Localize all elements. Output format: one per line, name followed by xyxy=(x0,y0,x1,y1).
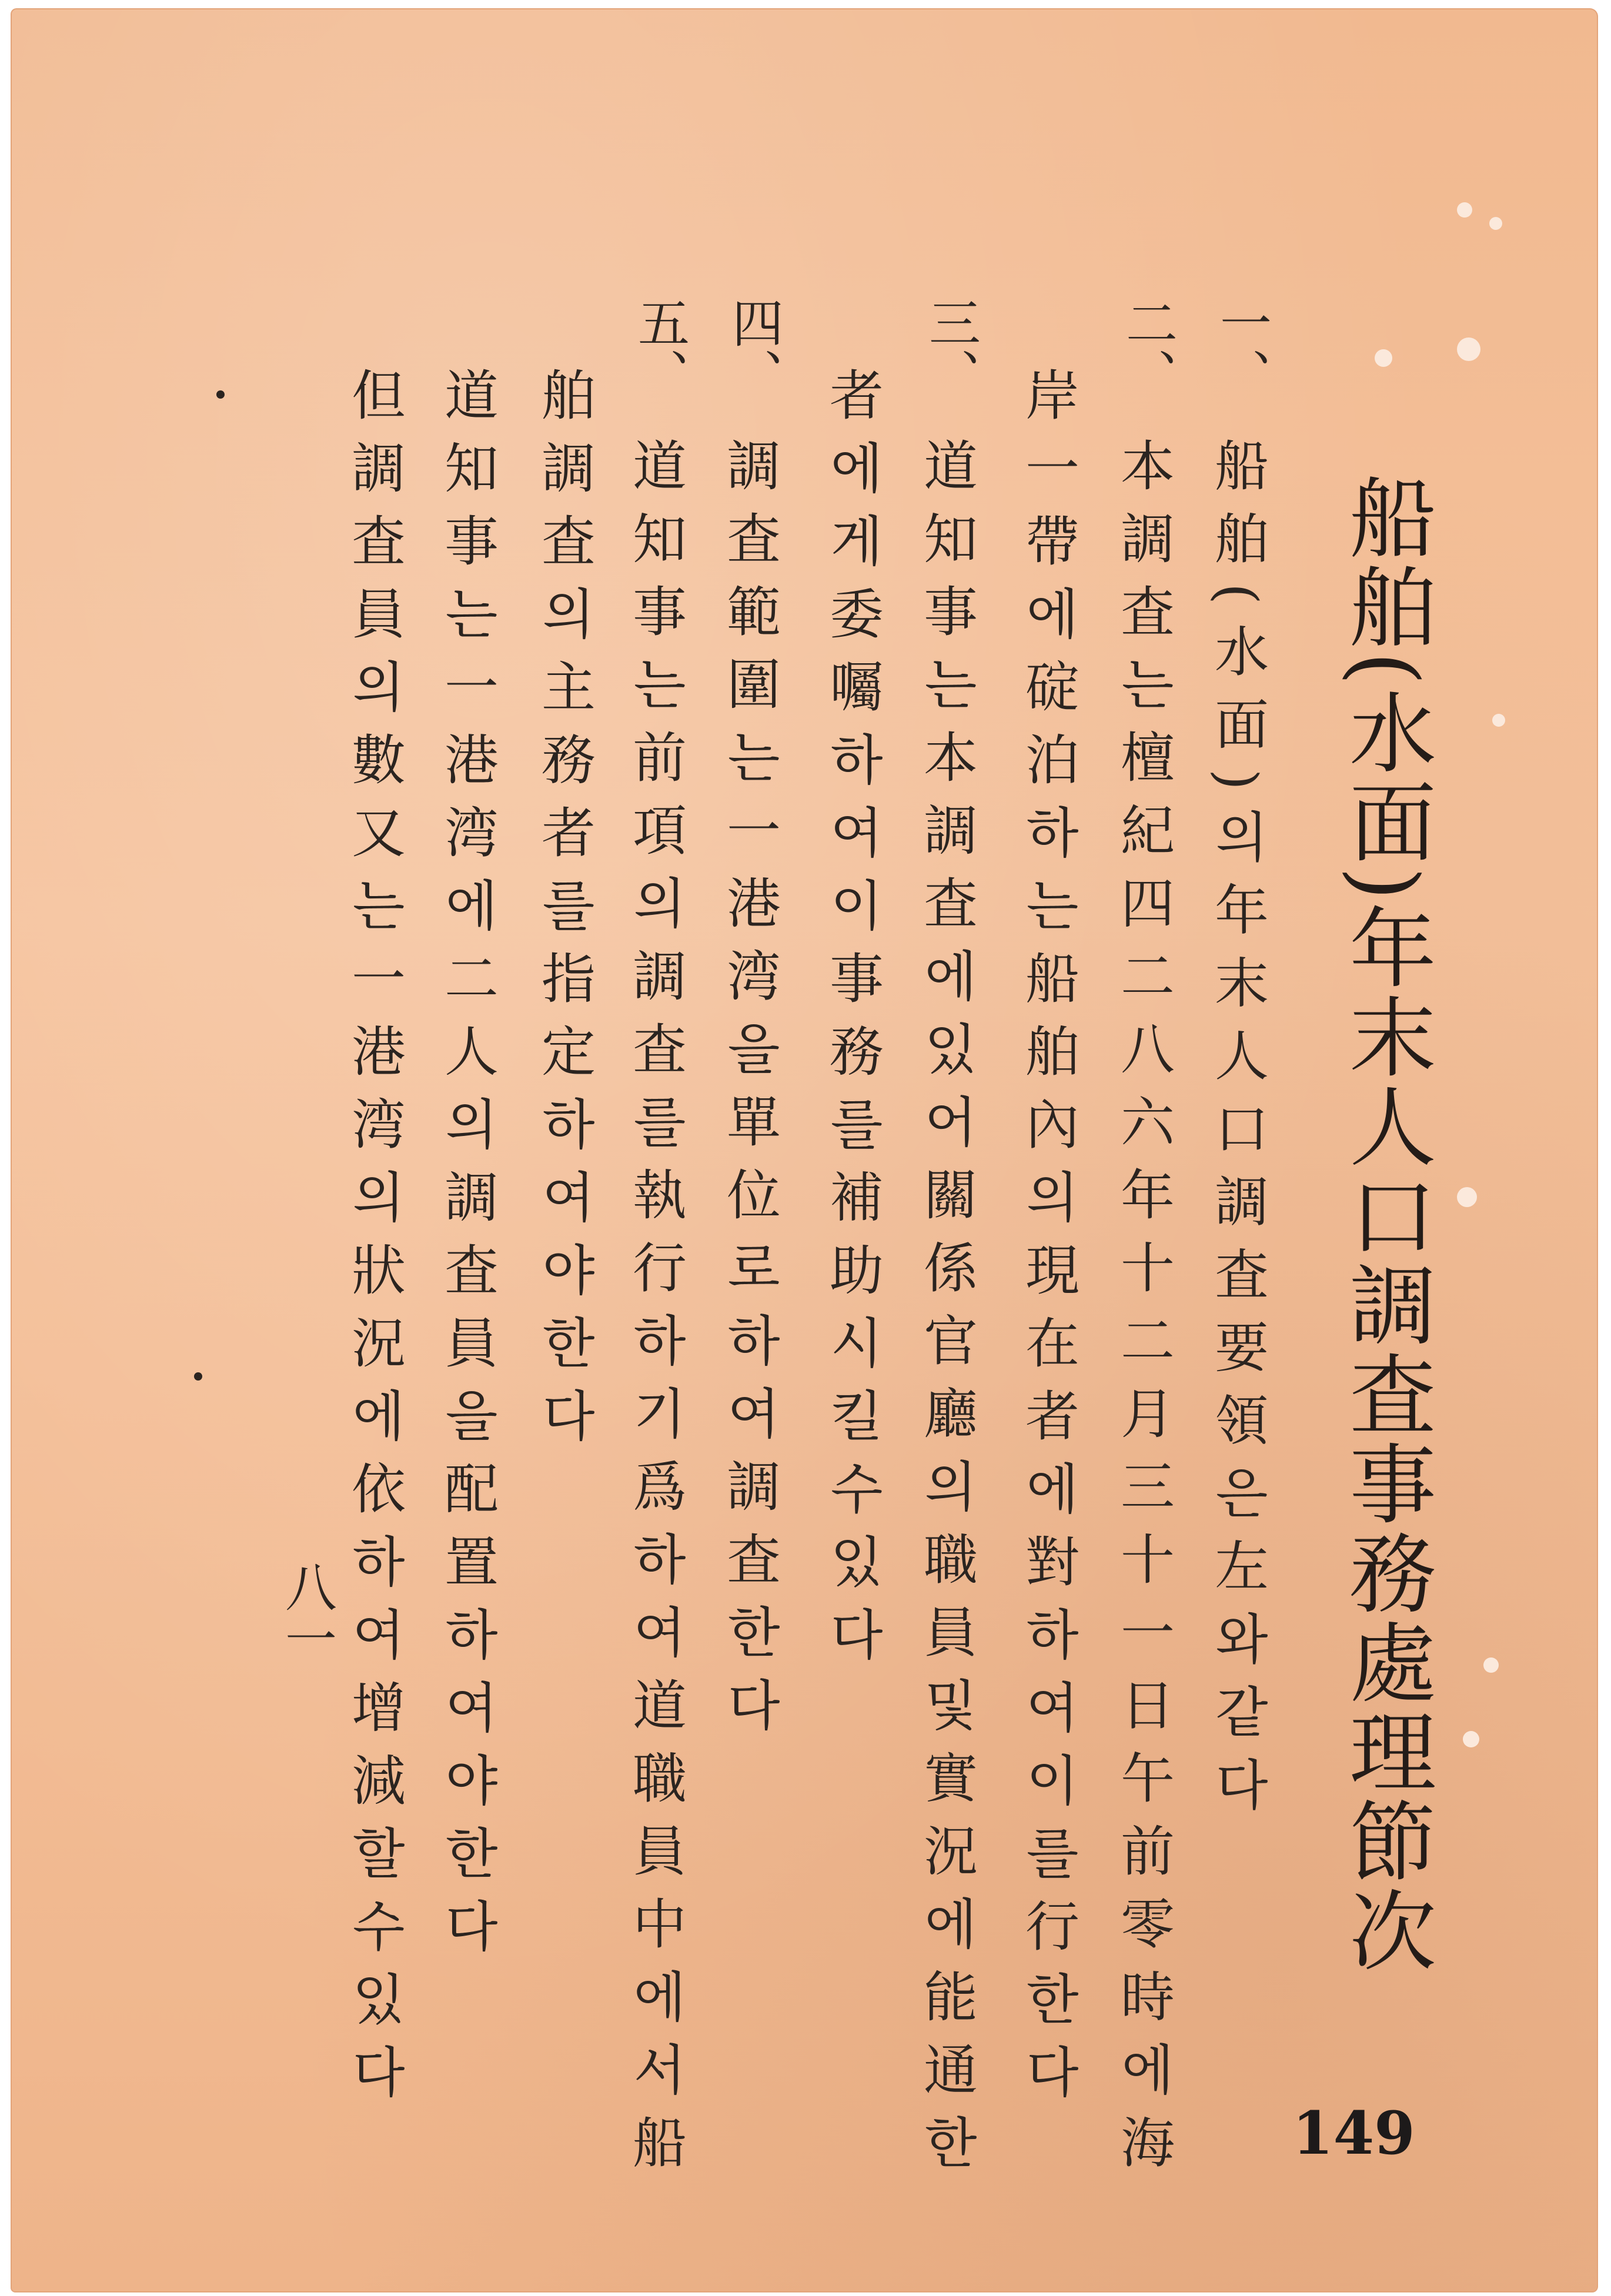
page-number: 149 xyxy=(1292,2098,1415,2168)
item-marker-4: 四、 xyxy=(724,296,784,400)
paper-speck xyxy=(1492,714,1505,727)
item-5-line-4: 但調査員의數又는一港湾의狀況에依하여增減할수있다 xyxy=(343,367,406,2117)
item-3-line-2: 者에게委囑하여이事務를補助시킬수있다 xyxy=(821,367,884,1679)
item-marker-3: 三、 xyxy=(921,296,981,400)
paper-speck xyxy=(1457,1187,1477,1207)
item-2-line-1: 本調査는檀紀四二八六年十二月三十一日午前零時에海 xyxy=(1112,437,1175,2187)
document-title: 船舶(水面)年末人口調査事務處理節次 xyxy=(1335,473,1436,1976)
folio-mark: 八一 xyxy=(277,1560,337,1664)
paper-speck xyxy=(1489,217,1502,230)
ink-dot xyxy=(216,390,225,399)
item-5-line-2: 舶調査의主務者를指定하여야한다 xyxy=(533,367,596,1461)
paper-speck xyxy=(1463,1731,1479,1747)
paper-speck xyxy=(1375,349,1392,367)
item-marker-5: 五、 xyxy=(630,296,690,400)
item-4-line-1: 調査範圍는一港湾을單位로하여調査한다 xyxy=(718,437,781,1750)
item-5-line-3: 道知事는一港湾에二人의調査員을配置하여야한다 xyxy=(436,367,499,1971)
paper-speck xyxy=(1457,202,1472,218)
item-marker-1: 一、 xyxy=(1212,296,1272,400)
item-2-line-2: 岸一帶에碇泊하는船舶內의現在者에對하여이를行한다 xyxy=(1017,367,1079,2117)
item-1-line-1: 船舶(水面)의年末人口調査要領은左와같다 xyxy=(1206,437,1269,1830)
paper-speck xyxy=(1483,1657,1499,1673)
item-5-line-1: 道知事는前項의調査를執行하기爲하여道職員中에서船 xyxy=(624,437,687,2187)
paper-speck xyxy=(1457,337,1480,361)
item-3-line-1: 道知事는本調査에있어關係官廳의職員및實況에能通한 xyxy=(915,437,978,2187)
document-page xyxy=(11,8,1598,2292)
item-marker-2: 二、 xyxy=(1118,296,1178,400)
ink-dot xyxy=(194,1372,202,1381)
